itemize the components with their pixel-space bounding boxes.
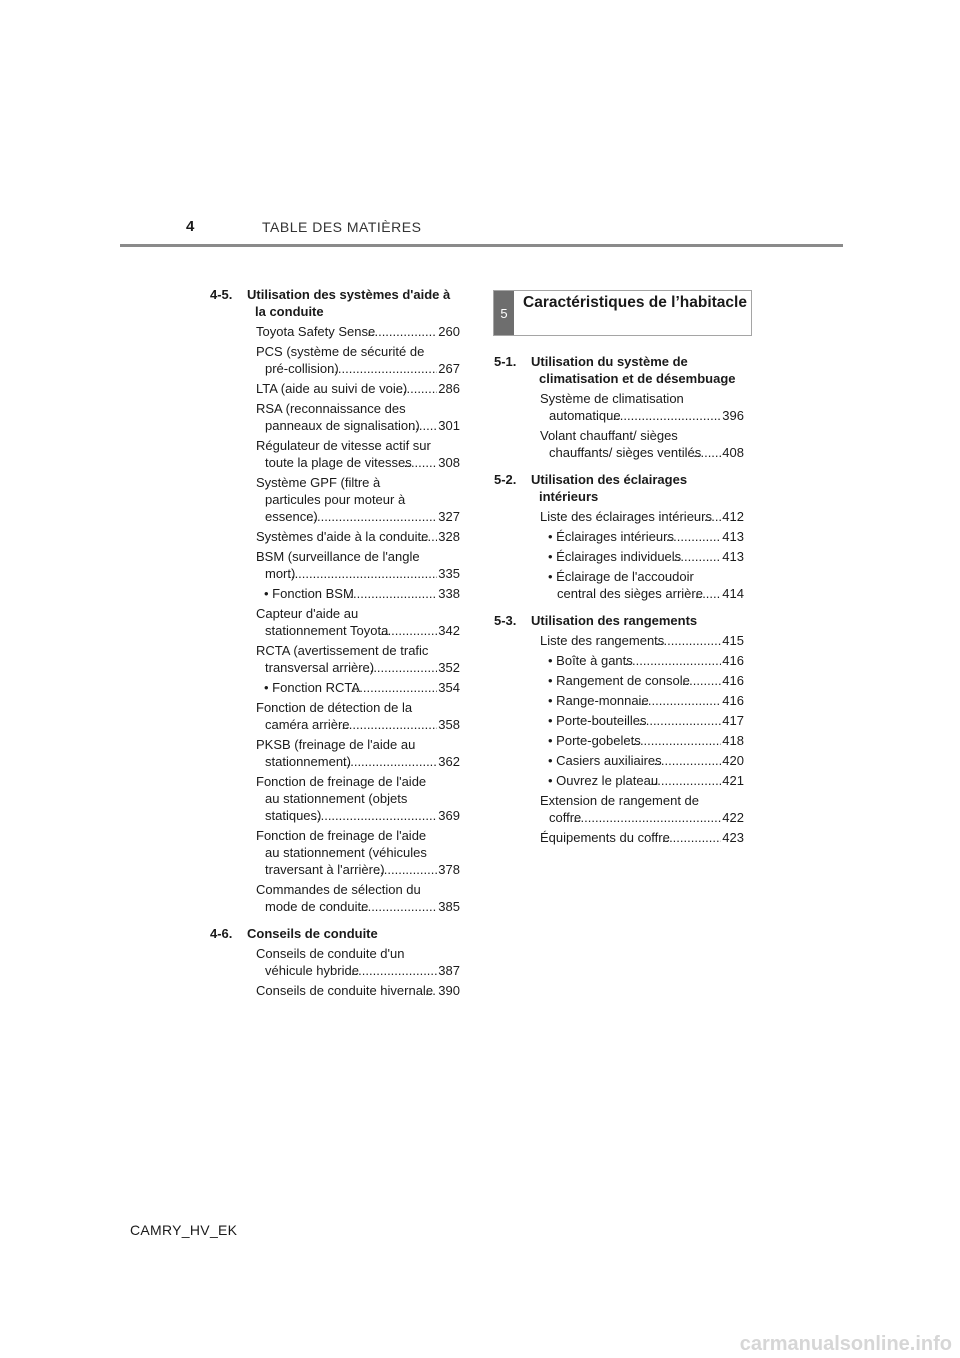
entry-label: Système de climatisation automatique ..... (540, 391, 684, 423)
toc-entry[interactable] (494, 829, 744, 846)
watermark: carmanualsonline.info (739, 1333, 952, 1355)
entry-page-number: 415 (722, 633, 744, 648)
toc-entry[interactable] (210, 699, 460, 733)
toc-section-heading[interactable] (210, 925, 460, 942)
entry-page-number: 414 (722, 586, 744, 601)
entry-text-wrap (256, 982, 437, 999)
chapter-tab: 5 (494, 291, 514, 335)
toc-section-heading[interactable] (494, 612, 744, 629)
entry-text-wrap (256, 773, 437, 824)
toc-entry[interactable] (210, 380, 460, 397)
entry-label: Liste des rangements ..... (540, 633, 664, 648)
entry-text-wrap (264, 585, 437, 602)
toc-entry[interactable] (210, 773, 460, 824)
toc-entry[interactable] (210, 945, 460, 979)
entry-page-number: 342 (438, 623, 460, 638)
entry-page-number: 335 (438, 566, 460, 581)
toc-section-heading[interactable] (494, 353, 744, 387)
toc-entry[interactable] (210, 982, 460, 999)
entry-label: • Range-monnaie ..... (548, 693, 649, 708)
toc-entry[interactable] (210, 736, 460, 770)
entry-text-wrap (256, 699, 437, 733)
header-rule (120, 244, 843, 247)
entry-page-number: 413 (722, 529, 744, 544)
toc-entry[interactable] (494, 390, 744, 424)
toc-left-column (210, 286, 460, 1002)
entry-text-wrap (548, 652, 721, 669)
entry-page-number: 416 (722, 673, 744, 688)
toc-entry[interactable] (210, 548, 460, 582)
toc-entry[interactable] (210, 437, 460, 471)
toc-subentry[interactable] (210, 585, 460, 602)
section-number: 5-1. (494, 354, 517, 369)
entry-text-wrap (256, 642, 437, 676)
entry-label: • Casiers auxiliaires ..... (548, 753, 662, 768)
entry-text-wrap (256, 881, 437, 915)
entry-text-wrap (548, 732, 721, 749)
entry-page-number: 338 (438, 586, 460, 601)
entry-page-number: 408 (722, 445, 744, 460)
entry-page-number: 378 (438, 862, 460, 877)
entry-label: RCTA (avertissement de trafic transversal arrière) ..... (256, 643, 428, 675)
section-gap (494, 605, 744, 612)
entry-label: Conseils de conduite d'un véhicule hybride ..... (256, 946, 404, 978)
toc-subentry[interactable] (494, 692, 744, 709)
page-number: 4 (186, 218, 195, 235)
toc-entry[interactable] (210, 474, 460, 525)
entry-text-wrap (540, 508, 721, 525)
toc-section-heading[interactable] (494, 471, 744, 505)
entry-label: • Éclairage de l'accoudoir central des sièges arrière ..... (548, 569, 703, 601)
entry-page-number: 354 (438, 680, 460, 695)
entry-text-wrap (548, 528, 721, 545)
section-title: Conseils de conduite (247, 926, 378, 941)
model-code: CAMRY_HV_EK (130, 1222, 238, 1238)
entry-label: • Porte-bouteilles ..... (548, 713, 647, 728)
entry-label: Fonction de freinage de l'aide au stationnement (véhicules traversant à l'arrière) ..... (256, 828, 427, 877)
entry-label: Commandes de sélection du mode de conduite ..... (256, 882, 421, 914)
toc-right-column (494, 353, 744, 849)
entry-label: Fonction de freinage de l'aide au stationnement (objets statiques) ..... (256, 774, 426, 823)
entry-page-number: 385 (438, 899, 460, 914)
section-number: 4-6. (210, 926, 233, 941)
entry-text-wrap (256, 437, 437, 471)
entry-page-number: 420 (722, 753, 744, 768)
entry-label: Volant chauffant/ sièges chauffants/ sièges ventilés ..... (540, 428, 701, 460)
entry-label: BSM (surveillance de l'angle mort) ..... (256, 549, 420, 581)
section-title: Utilisation des systèmes d'aide à la conduite (247, 287, 451, 319)
entry-text-wrap (256, 736, 437, 770)
entry-label: • Éclairages individuels ..... (548, 549, 681, 564)
section-title: Utilisation du système de climatisation et de désembuage (531, 354, 736, 386)
entry-label: Conseils de conduite hivernale ..... (256, 983, 433, 998)
entry-text-wrap (256, 343, 437, 377)
entry-text-wrap (256, 548, 437, 582)
entry-label: • Ouvrez le plateau ..... (548, 773, 658, 788)
toc-entry[interactable] (210, 528, 460, 545)
toc-subentry[interactable] (494, 672, 744, 689)
entry-page-number: 396 (722, 408, 744, 423)
entry-text-wrap (540, 632, 721, 649)
entry-label: LTA (aide au suivi de voie) ..... (256, 381, 407, 396)
toc-entry[interactable] (494, 632, 744, 649)
entry-label: Fonction de détection de la caméra arrière ..... (256, 700, 412, 732)
entry-label: • Porte-gobelets ..... (548, 733, 641, 748)
entry-page-number: 328 (438, 529, 460, 544)
entry-text-wrap (264, 679, 437, 696)
entry-page-number: 417 (722, 713, 744, 728)
entry-text-wrap (256, 945, 437, 979)
entry-page-number: 423 (722, 830, 744, 845)
toc-subentry[interactable] (494, 772, 744, 789)
entry-text-wrap (540, 427, 721, 461)
entry-label: • Fonction RCTA ..... (264, 680, 360, 695)
entry-label: PKSB (freinage de l'aide au stationnement) ..... (256, 737, 415, 769)
section-number: 5-3. (494, 613, 517, 628)
toc-entry[interactable] (210, 323, 460, 340)
entry-page-number: 369 (438, 808, 460, 823)
section-gap (494, 464, 744, 471)
entry-text-wrap (256, 474, 437, 525)
entry-page-number: 421 (722, 773, 744, 788)
section-title: Utilisation des éclairages intérieurs (531, 472, 688, 504)
entry-label: Toyota Safety Sense ..... (256, 324, 375, 339)
toc-entry[interactable] (210, 605, 460, 639)
toc-subentry[interactable] (494, 732, 744, 749)
entry-page-number: 308 (438, 455, 460, 470)
entry-label: Systèmes d'aide à la conduite ..... (256, 529, 428, 544)
entry-text-wrap (256, 400, 437, 434)
entry-text-wrap (548, 712, 721, 729)
toc-entry[interactable] (494, 508, 744, 525)
toc-entry[interactable] (210, 343, 460, 377)
entry-text-wrap (548, 692, 721, 709)
toc-entry[interactable] (210, 827, 460, 878)
entry-text-wrap (540, 390, 721, 424)
entry-label: Capteur d'aide au stationnement Toyota ..... (256, 606, 388, 638)
entry-label: Système GPF (filtre à particules pour moteur à essence) ..... (256, 475, 405, 524)
entry-label: Régulateur de vitesse actif sur toute la plage de vitesses ..... (256, 438, 431, 470)
chapter-title: Caractéristiques de l’habitacle (523, 294, 747, 311)
toc-entry[interactable] (494, 427, 744, 461)
entry-label: Liste des éclairages intérieurs ..... (540, 509, 712, 524)
toc-subentry[interactable] (494, 652, 744, 669)
toc-subentry[interactable] (494, 712, 744, 729)
section-number: 5-2. (494, 472, 517, 487)
entry-label: • Boîte à gants ..... (548, 653, 633, 668)
entry-page-number: 301 (438, 418, 460, 433)
section-number: 4-5. (210, 287, 233, 302)
toc-subentry[interactable] (494, 752, 744, 769)
entry-text-wrap (548, 568, 721, 602)
toc-subentry[interactable] (494, 568, 744, 602)
entry-label: RSA (reconnaissance des panneaux de signalisation) ..... (256, 401, 420, 433)
header-title: TABLE DES MATIÈRES (262, 219, 422, 235)
toc-subentry[interactable] (494, 548, 744, 565)
entry-page-number: 352 (438, 660, 460, 675)
entry-text-wrap (256, 380, 437, 397)
entry-text-wrap (548, 672, 721, 689)
toc-entry[interactable] (494, 792, 744, 826)
entry-label: • Rangement de console ..... (548, 673, 690, 688)
entry-page-number: 327 (438, 509, 460, 524)
section-title: Utilisation des rangements (531, 613, 698, 628)
entry-page-number: 413 (722, 549, 744, 564)
toc-section-heading[interactable] (210, 286, 460, 320)
entry-page-number: 286 (438, 381, 460, 396)
entry-label: PCS (système de sécurité de pré-collision) ..... (256, 344, 424, 376)
toc-entry[interactable] (210, 642, 460, 676)
toc-subentry[interactable] (210, 679, 460, 696)
chapter-header-box (493, 290, 752, 336)
entry-text-wrap (540, 792, 721, 826)
entry-text-wrap (256, 605, 437, 639)
entry-page-number: 358 (438, 717, 460, 732)
toc-entry[interactable] (210, 400, 460, 434)
entry-text-wrap (548, 752, 721, 769)
entry-label: • Éclairages intérieurs ..... (548, 529, 674, 544)
entry-page-number: 387 (438, 963, 460, 978)
entry-text-wrap (548, 772, 721, 789)
toc-subentry[interactable] (494, 528, 744, 545)
entry-page-number: 267 (438, 361, 460, 376)
entry-label: • Fonction BSM ..... (264, 586, 354, 601)
entry-page-number: 412 (722, 509, 744, 524)
toc-entry[interactable] (210, 881, 460, 915)
entry-page-number: 418 (722, 733, 744, 748)
entry-text-wrap (540, 829, 721, 846)
entry-label: Équipements du coffre ..... (540, 830, 670, 845)
entry-text-wrap (548, 548, 721, 565)
entry-text-wrap (256, 323, 437, 340)
entry-page-number: 422 (722, 810, 744, 825)
entry-page-number: 390 (438, 983, 460, 998)
entry-page-number: 416 (722, 693, 744, 708)
entry-text-wrap (256, 827, 437, 878)
entry-text-wrap (256, 528, 437, 545)
section-gap (210, 918, 460, 925)
entry-page-number: 362 (438, 754, 460, 769)
entry-page-number: 416 (722, 653, 744, 668)
entry-label: Extension de rangement de coffre ..... (540, 793, 699, 825)
entry-page-number: 260 (438, 324, 460, 339)
